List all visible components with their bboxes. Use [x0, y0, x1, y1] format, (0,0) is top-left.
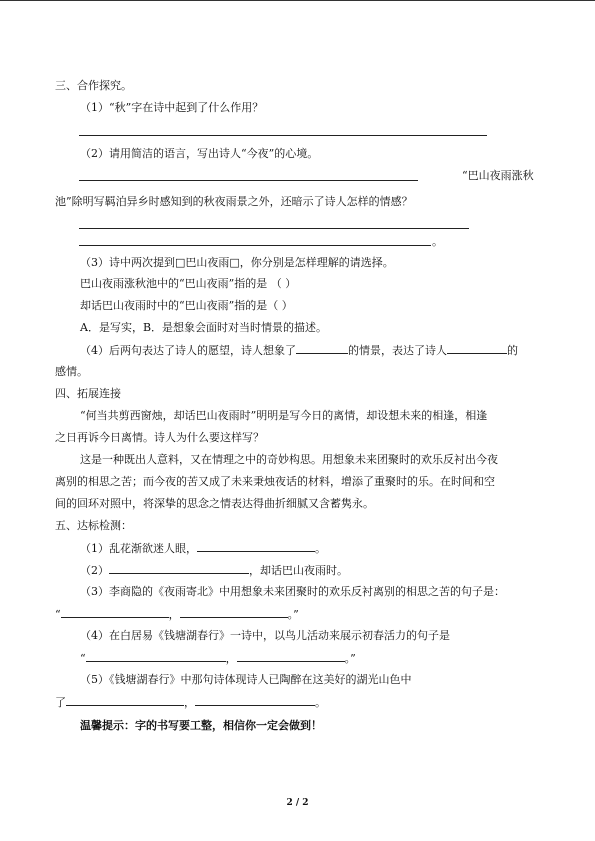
- blank-5-4-1[interactable]: [86, 651, 226, 662]
- blank-5-3-2[interactable]: [180, 607, 288, 618]
- question-3-4: [80, 343, 518, 358]
- question-5-5-end: 。: [315, 696, 326, 709]
- question-5-1-end: 。: [315, 542, 326, 555]
- question-5-3: （3）李商隐的《夜雨寄北》中用想象未来团聚时的欢乐反衬离别的相思之苦的句子是：: [80, 585, 505, 598]
- close-quote: 。”: [344, 652, 356, 665]
- comma: ，: [168, 608, 180, 621]
- question-5-2: [80, 563, 348, 578]
- question-5-1-text: （1）乱花渐欲迷人眼，: [80, 542, 197, 555]
- blank-5-1[interactable]: [197, 541, 315, 552]
- question-5-2-num: （2）: [80, 564, 109, 577]
- question-3-3: （3）诗中两次提到□巴山夜雨□，你分别是怎样理解的请选择。: [80, 256, 394, 269]
- blank-3-4-1[interactable]: [296, 343, 348, 354]
- section-4-heading: 四、拓展连接: [55, 387, 121, 400]
- blank-3-4-2[interactable]: [447, 343, 507, 354]
- tip-text: 温馨提示：字的书写要工整，相信你一定会做到！: [80, 719, 322, 732]
- question-3-2: （2）请用简洁的语言，写出诗人“今夜”的心境。: [80, 147, 319, 160]
- section-4-para1-line1: “何当共剪西窗烛，却话巴山夜雨时”明明是写今日的离情，却设想未来的相逢，相逢: [80, 409, 488, 422]
- blank-5-2[interactable]: [109, 563, 249, 574]
- comma: ，: [184, 696, 195, 709]
- question-3-4-b: 的情景，表达了诗人: [348, 344, 447, 357]
- question-3-3-options: A．是写实，B．是想象会面时对当时情景的描述。: [80, 321, 328, 334]
- comma: ，: [225, 652, 237, 665]
- close-quote: 。”: [287, 608, 299, 621]
- open-quote: “: [80, 652, 86, 665]
- section-4-para2-line3: 间的回环对照中，将深挚的思念之情表达得曲折细腻又含蓄隽永。: [55, 497, 374, 510]
- section-4-para2-line1: 这是一种既出人意料，又在情理之中的奇妙构思。用想象未来团聚时的欢乐反衬出今夜: [80, 453, 498, 466]
- question-5-4-answer: [80, 651, 356, 666]
- blank-5-3-1[interactable]: [61, 607, 169, 618]
- section-3-heading: 三、合作探究。: [55, 79, 132, 92]
- question-5-5-pre: 了: [55, 696, 66, 709]
- blank-5-5-1[interactable]: [66, 695, 184, 706]
- question-3-1: （1）“秋”字在诗中起到了什么作用？: [80, 101, 264, 114]
- blank-5-4-2[interactable]: [237, 651, 345, 662]
- blank-5-5-2[interactable]: [195, 695, 315, 706]
- question-5-5: （5）《钱塘湖春行》中那句诗体现诗人已陶醉在这美好的湖光山色中: [80, 673, 412, 686]
- question-3-4-end: 感情。: [55, 365, 88, 378]
- question-5-5-answer: [55, 695, 326, 710]
- question-3-4-a: （4）后两句表达了诗人的愿望，诗人想象了: [80, 344, 296, 357]
- question-5-1: [80, 541, 326, 556]
- question-3-2b-start: “巴山夜雨涨秋: [462, 169, 534, 182]
- answer-line-3-2b-2[interactable]: [79, 245, 431, 246]
- answer-line-3-2b-1[interactable]: [79, 228, 469, 229]
- section-4-para1-line2: 之日再诉今日离情。诗人为什么要这样写？: [55, 431, 264, 444]
- open-quote: “: [55, 608, 61, 621]
- question-3-3a: 巴山夜雨涨秋池中的“巴山夜雨”指的是 （ ）: [80, 277, 297, 290]
- section-4-para2-line2: 离别的相思之苦；而今夜的苦又成了未来秉烛夜话的材料，增添了重聚时的乐。在时间和空: [55, 475, 495, 488]
- question-3-4-c: 的: [507, 344, 518, 357]
- question-3-3b: 却话巴山夜雨时中的“巴山夜雨”指的是（ ）: [80, 299, 293, 312]
- answer-line-3-1[interactable]: [79, 135, 487, 136]
- question-5-2-text: ，却话巴山夜雨时。: [249, 564, 348, 577]
- page-number: 2 / 2: [286, 798, 309, 808]
- period: 。: [432, 235, 443, 248]
- section-5-heading: 五、达标检测：: [55, 519, 132, 532]
- question-3-2b: 池”除明写羁泊异乡时感知到的秋夜雨景之外，还暗示了诗人怎样的情感？: [55, 195, 413, 208]
- question-5-3-answer: [55, 607, 299, 622]
- answer-line-3-2[interactable]: [79, 180, 418, 181]
- question-5-4: （4）在白居易《钱塘湖春行》一诗中，以鸟儿活动来展示初春活力的句子是: [80, 629, 450, 642]
